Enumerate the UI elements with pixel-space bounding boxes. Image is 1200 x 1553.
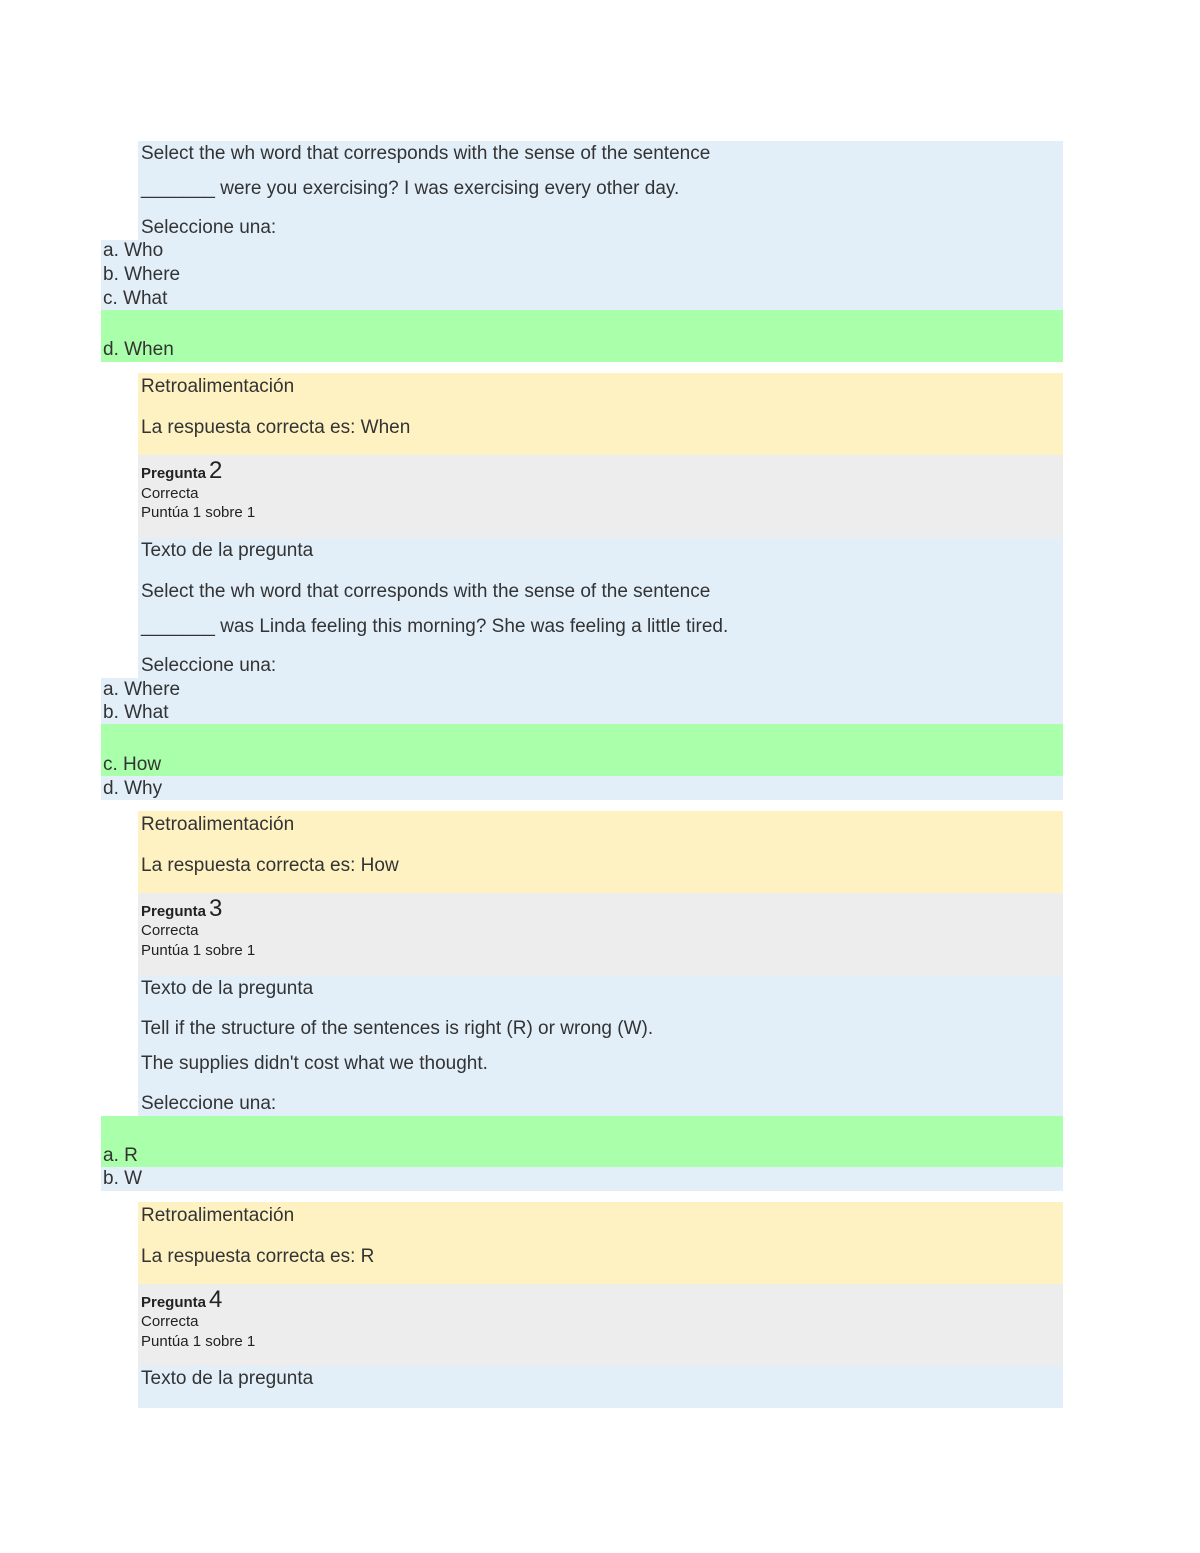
q2-option-d-band [101, 776, 1063, 800]
q2-option-d[interactable]: d. Why [103, 778, 163, 799]
q3-sentence: The supplies didn't cost what we thought. [141, 1053, 488, 1074]
q4-text-label: Texto de la pregunta [141, 1368, 314, 1389]
q1-feedback-label: Retroalimentación [141, 376, 295, 397]
q2-info-box [138, 455, 1063, 538]
q1-options-band [101, 240, 1063, 310]
q4-status: Correcta [141, 1313, 199, 1330]
q2-status: Correcta [141, 485, 199, 502]
q1-instruction: Select the wh word that corresponds with the sense of the sentence [141, 143, 711, 164]
q1-sentence: _______ were you exercising? I was exercising every other day. [141, 178, 680, 199]
q4-label: Pregunta [141, 1294, 207, 1311]
q3-option-b-band [101, 1167, 1063, 1191]
q3-score: Puntúa 1 sobre 1 [141, 942, 256, 959]
q1-option-d-correct[interactable] [101, 310, 1063, 362]
q2-score: Puntúa 1 sobre 1 [141, 504, 256, 521]
q4-info-box [138, 1284, 1063, 1366]
q1-option-a[interactable]: a. Who [103, 240, 164, 261]
q2-instruction: Select the wh word that corresponds with the sense of the sentence [141, 581, 711, 602]
q2-option-b[interactable]: b. What [103, 702, 169, 723]
q4-number: 4 [209, 1286, 223, 1313]
q4-title [141, 1287, 222, 1316]
q1-option-c[interactable]: c. What [103, 288, 168, 309]
q3-label: Pregunta [141, 903, 207, 920]
q2-option-c-correct[interactable] [101, 724, 1063, 776]
q3-instruction: Tell if the structure of the sentences is right (R) or wrong (W). [141, 1018, 654, 1039]
q2-number: 2 [209, 457, 223, 484]
q3-option-a-correct[interactable] [101, 1116, 1063, 1167]
q3-select-label: Seleccione una: [141, 1093, 277, 1114]
q2-sentence: _______ was Linda feeling this morning? She was feeling a little tired. [141, 616, 729, 637]
q2-feedback-label: Retroalimentación [141, 814, 295, 835]
q2-label: Pregunta [141, 465, 207, 482]
q3-title [141, 896, 222, 925]
q3-info-box [138, 893, 1063, 976]
q3-status: Correcta [141, 922, 199, 939]
q2-select-label: Seleccione una: [141, 655, 277, 676]
q2-title [141, 458, 222, 487]
q1-option-d[interactable]: d. When [103, 339, 174, 360]
q2-option-c[interactable]: c. How [103, 754, 162, 775]
q1-correct-answer: La respuesta correcta es: When [141, 417, 411, 438]
q2-text-label: Texto de la pregunta [141, 540, 314, 561]
q3-feedback-label: Retroalimentación [141, 1205, 295, 1226]
q1-select-label: Seleccione una: [141, 217, 277, 238]
q2-correct-answer: La respuesta correcta es: How [141, 855, 399, 876]
q3-option-b[interactable]: b. W [103, 1168, 143, 1189]
q3-option-a[interactable]: a. R [103, 1145, 138, 1166]
q2-option-a[interactable]: a. Where [103, 679, 181, 700]
q4-score: Puntúa 1 sobre 1 [141, 1333, 256, 1350]
q3-text-label: Texto de la pregunta [141, 978, 314, 999]
q3-number: 3 [209, 895, 223, 922]
q1-option-b[interactable]: b. Where [103, 264, 181, 285]
q3-correct-answer: La respuesta correcta es: R [141, 1246, 375, 1267]
q2-options-band [101, 678, 1063, 724]
